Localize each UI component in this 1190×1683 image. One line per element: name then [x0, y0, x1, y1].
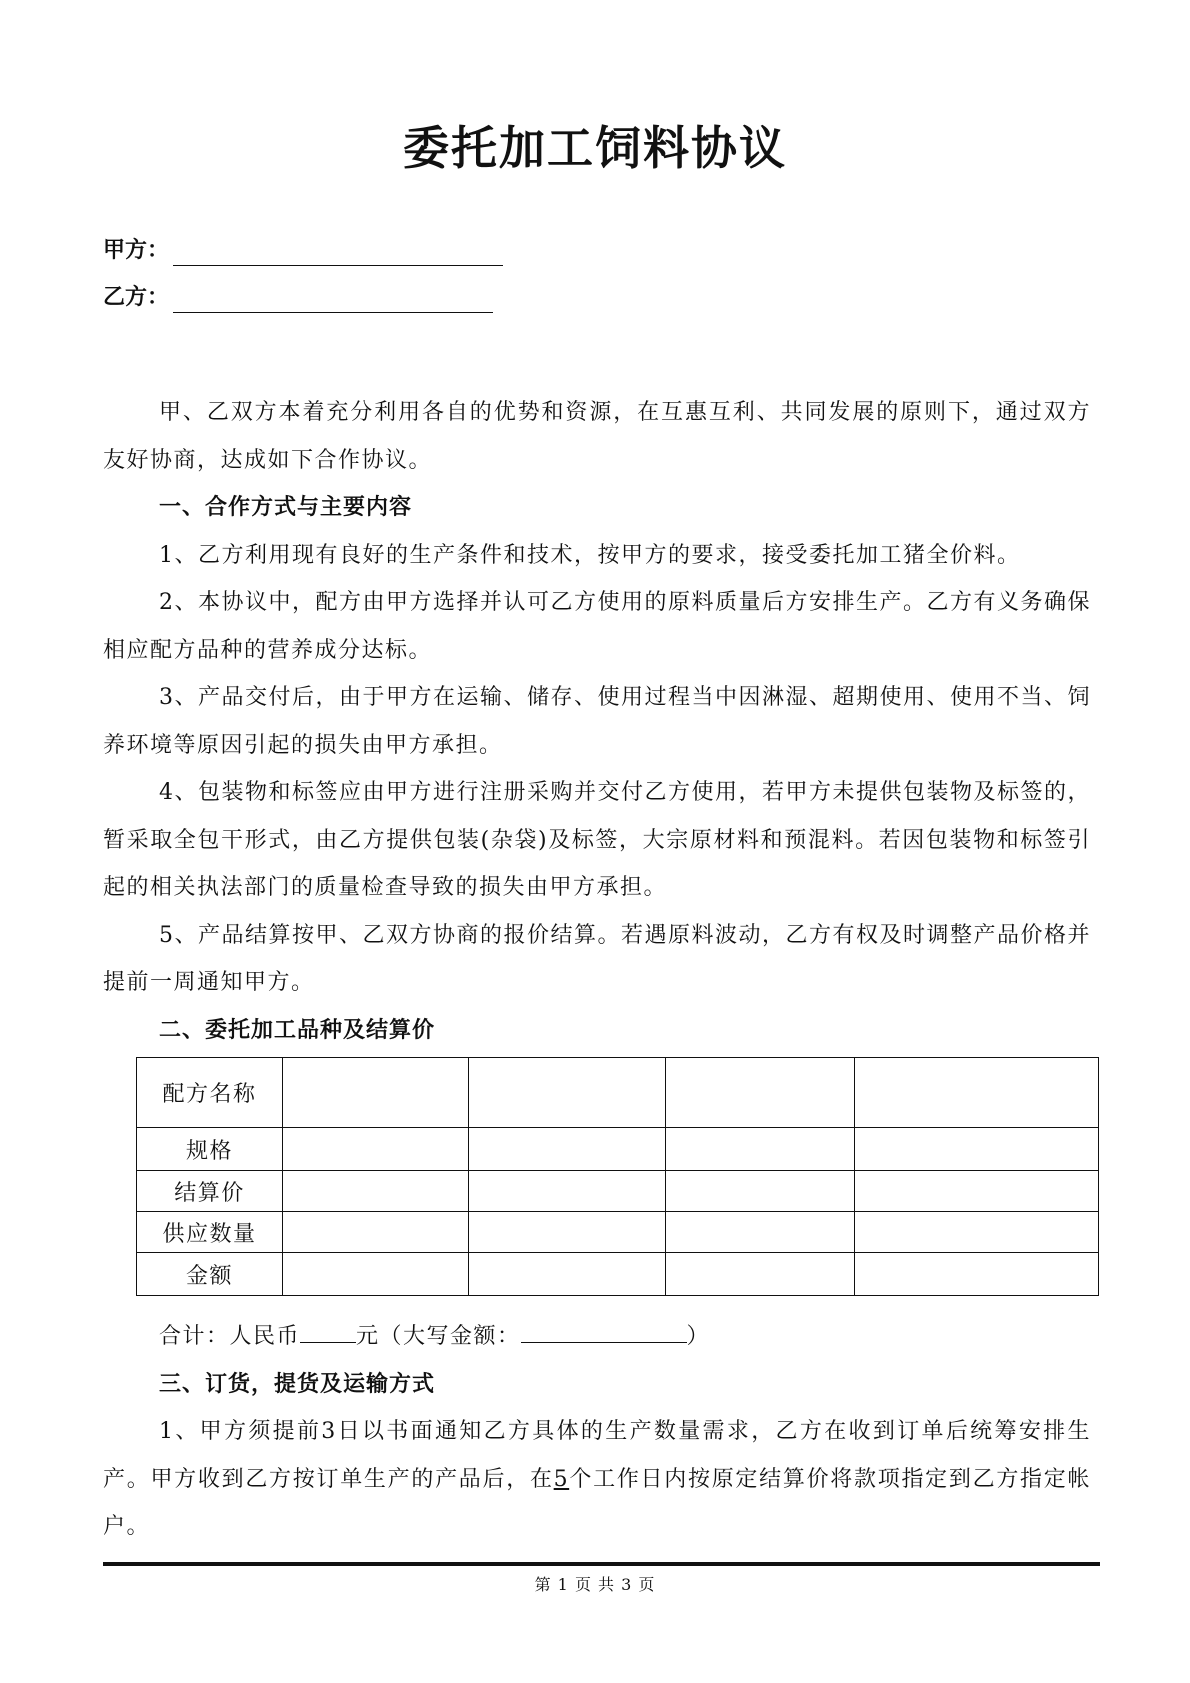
row-label: 规格 — [137, 1128, 283, 1171]
section1-item: 2、本协议中，配方由甲方选择并认可乙方使用的原料质量后方安排生产。乙方有义务确保相应配方品种的营养成分达标。 — [103, 590, 1092, 663]
row-label: 金额 — [137, 1253, 283, 1296]
party-a-blank — [173, 243, 503, 266]
party-b-label: 乙方： — [103, 285, 170, 310]
row-label: 供应数量 — [137, 1212, 283, 1253]
total-amount-blank — [300, 1320, 356, 1343]
total-line — [103, 1313, 1091, 1361]
page-number: 第 1 页 共 3 页 — [534, 1575, 656, 1594]
footer-divider — [103, 1562, 1100, 1566]
table-cell — [666, 1058, 855, 1128]
row-label: 结算价 — [137, 1171, 283, 1212]
table-cell — [855, 1128, 1099, 1171]
table-cell — [469, 1128, 666, 1171]
table-row — [137, 1058, 1099, 1128]
table-cell — [855, 1253, 1099, 1296]
table-cell — [469, 1212, 666, 1253]
section2-heading: 二、委托加工品种及结算价 — [159, 1017, 436, 1043]
section3-item-text: 个工作日内按原定结算价将款项指定到乙方指定帐户。 — [103, 1466, 1091, 1539]
intro-paragraph: 甲、乙双方本着充分利用各自的优势和资源，在互惠互利、共同发展的原则下，通过双方友好协商，达成如下合作协议。 — [103, 400, 1091, 473]
section3-item — [103, 1408, 1091, 1551]
section1-item: 1、乙方利用现有良好的生产条件和技术，按甲方的要求，接受委托加工猪全价料。 — [159, 542, 1021, 568]
agreement-body — [103, 389, 1091, 1054]
total-words-blank — [521, 1320, 687, 1343]
table-cell — [283, 1171, 469, 1212]
table-row — [137, 1253, 1099, 1296]
table-row — [137, 1128, 1099, 1171]
row-label: 配方名称 — [137, 1058, 283, 1128]
table-cell — [855, 1171, 1099, 1212]
section3-item-text: 1、甲方须提前3日以书面通知乙方具体的生产数量需求，乙方在收到订单后统筹安排生产。甲方收到乙方按订单生产的产品后，在 — [103, 1419, 1091, 1492]
agreement-body-continued — [103, 1313, 1091, 1551]
table-cell — [855, 1058, 1099, 1128]
document-title: 委托加工饲料协议 — [403, 121, 787, 175]
table-cell — [855, 1212, 1099, 1253]
table-cell — [283, 1253, 469, 1296]
table-row — [137, 1212, 1099, 1253]
table-cell — [469, 1171, 666, 1212]
party-a-line — [103, 236, 503, 266]
party-b-blank — [173, 290, 493, 313]
total-prefix: 合计：人民币 — [159, 1324, 301, 1349]
table-cell — [469, 1058, 666, 1128]
total-unit: 元（大写金额： — [356, 1324, 521, 1349]
section1-item: 5、产品结算按甲、乙双方协商的报价结算。若遇原料波动，乙方有权及时调整产品价格并提前一周通知甲方。 — [103, 922, 1092, 995]
table-cell — [666, 1253, 855, 1296]
table-cell — [666, 1171, 855, 1212]
party-a-label: 甲方： — [103, 238, 170, 263]
section1-heading: 一、合作方式与主要内容 — [159, 495, 413, 520]
section3-heading: 三、订货，提货及运输方式 — [159, 1371, 436, 1397]
table-cell — [469, 1253, 666, 1296]
working-days-value: 5 — [553, 1466, 570, 1492]
table-cell — [666, 1212, 855, 1253]
section1-item: 3、产品交付后，由于甲方在运输、储存、使用过程当中因淋湿、超期使用、使用不当、饲养环境等原因引起的损失由甲方承担。 — [103, 685, 1092, 758]
party-b-line — [103, 283, 493, 313]
table-row — [137, 1171, 1099, 1212]
table-cell — [666, 1128, 855, 1171]
section1-item: 4、包装物和标签应由甲方进行注册采购并交付乙方使用，若甲方未提供包装物及标签的，暂采取全包干形式，由乙方提供包装(杂袋)及标签，大宗原材料和预混料。若因包装物和标签引起的相关执法部门的质量检查导致的损失由甲方承担。 — [103, 780, 1092, 900]
table-cell — [283, 1128, 469, 1171]
price-table — [136, 1057, 1099, 1296]
table-cell — [283, 1212, 469, 1253]
table-cell — [283, 1058, 469, 1128]
total-suffix: ） — [686, 1324, 711, 1349]
